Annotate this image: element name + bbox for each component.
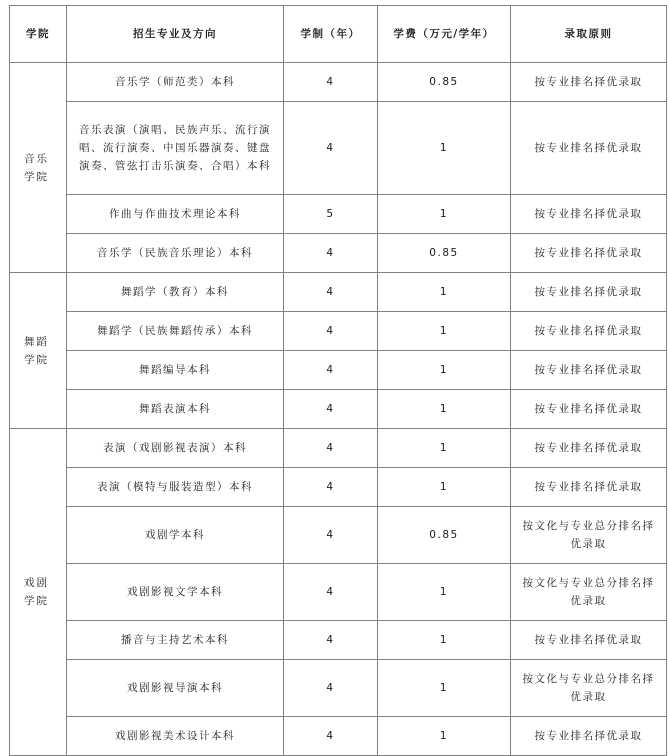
major-cell: 音乐学（民族音乐理论）本科 <box>67 234 284 273</box>
major-cell: 戏剧学本科 <box>67 507 284 564</box>
rule-cell: 按专业排名择优录取 <box>511 195 667 234</box>
header-row <box>10 6 667 63</box>
major-cell: 播音与主持艺术本科 <box>67 621 284 660</box>
fee-cell: 1 <box>378 621 511 660</box>
major-cell: 戏剧影视导演本科 <box>67 660 284 717</box>
header-fee: 学费（万元/学年） <box>378 6 511 63</box>
major-cell: 作曲与作曲技术理论本科 <box>67 195 284 234</box>
fee-cell: 1 <box>378 195 511 234</box>
years-cell: 4 <box>284 234 378 273</box>
rule-cell: 按专业排名择优录取 <box>511 468 667 507</box>
major-cell: 表演（戏剧影视表演）本科 <box>67 429 284 468</box>
fee-cell: 1 <box>378 660 511 717</box>
major-cell: 舞蹈学（教育）本科 <box>67 273 284 312</box>
rule-cell: 按专业排名择优录取 <box>511 234 667 273</box>
rule-cell: 按专业排名择优录取 <box>511 717 667 756</box>
table-row <box>10 660 667 717</box>
rule-cell: 按专业排名择优录取 <box>511 621 667 660</box>
college-music-cell: 音乐学院 <box>10 63 67 273</box>
table-row <box>10 390 667 429</box>
years-cell: 5 <box>284 195 378 234</box>
fee-cell: 1 <box>378 102 511 195</box>
years-cell: 4 <box>284 507 378 564</box>
rule-cell: 按专业排名择优录取 <box>511 102 667 195</box>
college-dance-cell: 舞蹈学院 <box>10 273 67 429</box>
rule-cell: 按专业排名择优录取 <box>511 273 667 312</box>
years-cell: 4 <box>284 429 378 468</box>
table-row <box>10 564 667 621</box>
years-cell: 4 <box>284 312 378 351</box>
fee-cell: 0.85 <box>378 234 511 273</box>
major-cell: 舞蹈编导本科 <box>67 351 284 390</box>
years-cell: 4 <box>284 390 378 429</box>
major-cell: 戏剧影视美术设计本科 <box>67 717 284 756</box>
rule-cell: 按文化与专业总分排名择优录取 <box>511 660 667 717</box>
years-cell: 4 <box>284 351 378 390</box>
major-cell: 音乐学（师范类）本科 <box>67 63 284 102</box>
table-row <box>10 102 667 195</box>
fee-cell: 1 <box>378 273 511 312</box>
header-years: 学制（年） <box>284 6 378 63</box>
rule-cell: 按文化与专业总分排名择优录取 <box>511 564 667 621</box>
years-cell: 4 <box>284 63 378 102</box>
table-row <box>10 507 667 564</box>
rule-cell: 按专业排名择优录取 <box>511 351 667 390</box>
years-cell: 4 <box>284 621 378 660</box>
table-row <box>10 312 667 351</box>
rule-cell: 按专业排名择优录取 <box>511 390 667 429</box>
years-cell: 4 <box>284 717 378 756</box>
fee-cell: 1 <box>378 468 511 507</box>
table-row <box>10 195 667 234</box>
college-drama-cell: 戏剧学院 <box>10 429 67 756</box>
years-cell: 4 <box>284 102 378 195</box>
years-cell: 4 <box>284 468 378 507</box>
header-college: 学院 <box>10 6 67 63</box>
header-rule: 录取原则 <box>511 6 667 63</box>
rule-cell: 按专业排名择优录取 <box>511 312 667 351</box>
rule-cell: 按文化与专业总分排名择优录取 <box>511 507 667 564</box>
years-cell: 4 <box>284 564 378 621</box>
table-row <box>10 351 667 390</box>
fee-cell: 1 <box>378 564 511 621</box>
rule-cell: 按专业排名择优录取 <box>511 63 667 102</box>
header-major: 招生专业及方向 <box>67 6 284 63</box>
table-row <box>10 429 667 468</box>
fee-cell: 1 <box>378 717 511 756</box>
table-row <box>10 468 667 507</box>
major-cell: 音乐表演（演唱、民族声乐、流行演唱、流行演奏、中国乐器演奏、键盘演奏、管弦打击乐演奏、合唱）本科 <box>67 102 284 195</box>
fee-cell: 0.85 <box>378 507 511 564</box>
major-cell: 戏剧影视文学本科 <box>67 564 284 621</box>
major-cell: 舞蹈表演本科 <box>67 390 284 429</box>
table-row <box>10 273 667 312</box>
fee-cell: 1 <box>378 429 511 468</box>
major-cell: 表演（模特与服装造型）本科 <box>67 468 284 507</box>
table-row <box>10 621 667 660</box>
fee-cell: 1 <box>378 390 511 429</box>
years-cell: 4 <box>284 660 378 717</box>
years-cell: 4 <box>284 273 378 312</box>
rule-cell: 按专业排名择优录取 <box>511 429 667 468</box>
table-row <box>10 234 667 273</box>
table-row <box>10 717 667 756</box>
major-cell: 舞蹈学（民族舞蹈传承）本科 <box>67 312 284 351</box>
fee-cell: 1 <box>378 351 511 390</box>
table-row <box>10 63 667 102</box>
admissions-table <box>9 5 667 756</box>
fee-cell: 0.85 <box>378 63 511 102</box>
fee-cell: 1 <box>378 312 511 351</box>
